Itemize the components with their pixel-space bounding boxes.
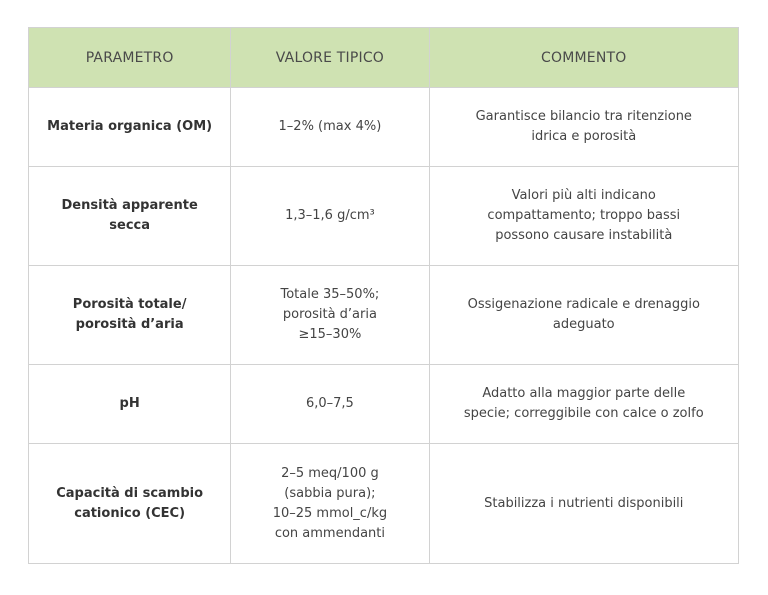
cell-line: porosità d’aria [75,317,184,332]
cell-valore [231,266,429,365]
cell-commento [429,88,738,167]
cell-line: secca [109,218,151,233]
header-commento: COMMENTO [429,28,738,88]
cell-line: Densità apparente [61,198,198,213]
table-row [29,167,739,266]
cell-valore [231,167,429,266]
table-row [29,444,739,564]
table-header [29,28,739,88]
cell-line: Materia organica (OM) [47,119,213,134]
cell-parametro [29,444,231,564]
cell-commento [429,266,738,365]
cell-parametro [29,167,231,266]
cell-line: 2–5 meq/100 g [281,465,379,481]
cell-line: Stabilizza i nutrienti disponibili [484,495,684,511]
table-row [29,365,739,444]
cell-line: Porosità totale/ [72,297,187,312]
cell-line: (sabbia pura); [284,485,376,501]
cell-commento [429,444,738,564]
cell-valore [231,444,429,564]
cell-line: pH [119,396,140,411]
header-parametro: PARAMETRO [29,28,231,88]
cell-line: 1,3–1,6 g/cm³ [285,208,375,223]
table-body [29,88,739,564]
cell-parametro [29,365,231,444]
cell-line: ≥15–30% [298,327,362,342]
cell-line: Ossigenazione radicale e drenaggio [467,297,700,312]
parameters-table [28,27,739,564]
cell-line: con ammendanti [274,525,385,541]
cell-line: adeguato [552,317,615,332]
header-row [29,28,739,88]
cell-line: compattamento; troppo bassi [487,208,681,223]
cell-line: 10–25 mmol_c/kg [272,505,388,521]
cell-commento [429,167,738,266]
table-row [29,88,739,167]
cell-line: Capacità di scambio [56,485,204,501]
cell-line: idrica e porosità [531,129,637,144]
cell-line: Garantisce bilancio tra ritenzione [475,109,692,124]
cell-line: 1–2% (max 4%) [278,119,382,134]
cell-commento [429,365,738,444]
cell-line: possono causare instabilità [495,228,673,243]
cell-parametro [29,266,231,365]
cell-line: 6,0–7,5 [305,396,354,411]
cell-valore [231,88,429,167]
cell-line: Valori più alti indicano [511,188,656,203]
cell-valore [231,365,429,444]
cell-parametro [29,88,231,167]
header-valore-tipico: VALORE TIPICO [231,28,429,88]
cell-line: cationico (CEC) [74,505,186,521]
cell-line: Totale 35–50%; [280,287,380,302]
cell-line: Adatto alla maggior parte delle [482,386,686,401]
cell-line: porosità d’aria [282,307,377,322]
cell-line: specie; correggibile con calce o zolfo [463,406,704,421]
table-row [29,266,739,365]
